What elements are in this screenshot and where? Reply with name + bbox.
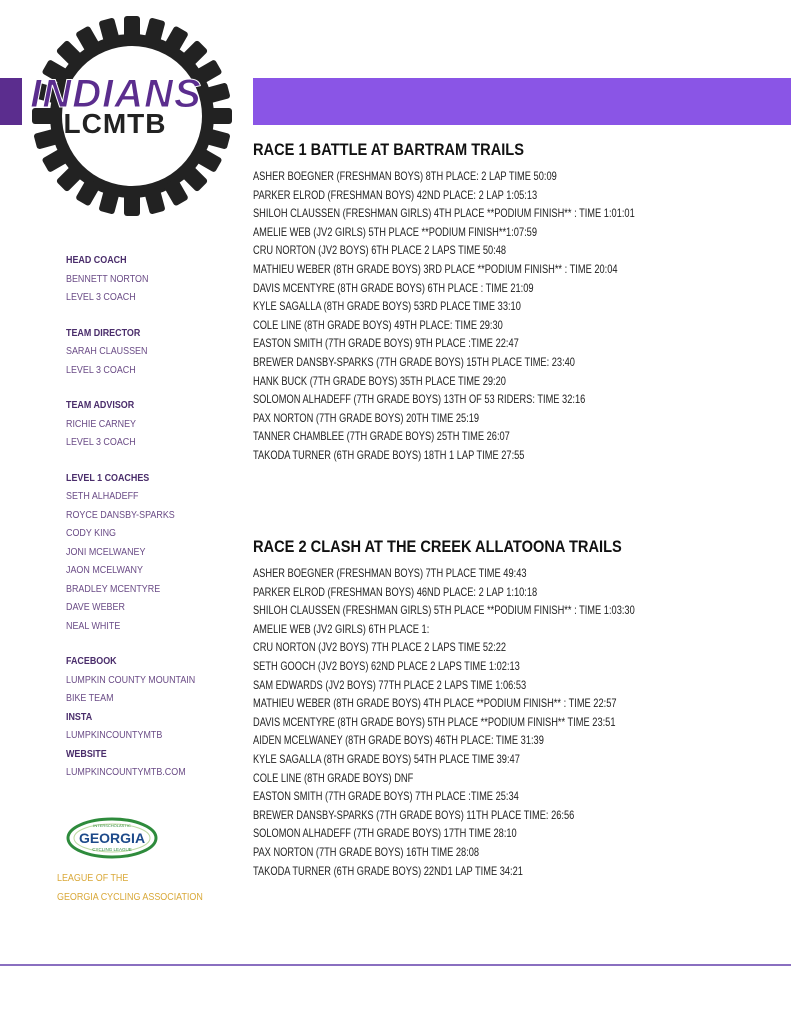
social-block <box>66 653 246 783</box>
result-row: SHILOH CLAUSSEN (FRESHMAN GIRLS) 4TH PLACE **PODIUM FINISH** : TIME 1:01:01 <box>253 207 635 221</box>
sidebar-line: BENNETT NORTON <box>66 273 149 285</box>
sidebar-line: SETH ALHADEFF <box>66 491 139 502</box>
website-link[interactable]: LUMPKINCOUNTYMTB.COM <box>66 767 186 778</box>
sidebar-heading: TEAM DIRECTOR <box>66 327 141 339</box>
result-row: TAKODA TURNER (6TH GRADE BOYS) 18TH 1 LAP TIME 27:55 <box>253 448 525 462</box>
result-row: BREWER DANSBY-SPARKS (7TH GRADE BOYS) 11TH PLACE TIME: 26:56 <box>253 808 575 822</box>
result-row: COLE LINE (8TH GRADE BOYS) 49TH PLACE: TIME 29:30 <box>253 318 503 332</box>
sprocket-tooth <box>124 16 140 40</box>
result-row: CRU NORTON (JV2 BOYS) 6TH PLACE 2 LAPS TIME 50:48 <box>253 244 507 258</box>
result-row: SHILOH CLAUSSEN (FRESHMAN GIRLS) 5TH PLACE **PODIUM FINISH** : TIME 1:03:30 <box>253 604 635 618</box>
result-row: CRU NORTON (JV2 BOYS) 7TH PLACE 2 LAPS TIME 52:22 <box>253 641 507 655</box>
result-row: EASTON SMITH (7TH GRADE BOYS) 9TH PLACE :TIME 22:47 <box>253 337 519 351</box>
league-line: LEAGUE OF THE <box>57 873 129 884</box>
result-row: SETH GOOCH (JV2 BOYS) 62ND PLACE 2 LAPS TIME 1:02:13 <box>253 659 520 673</box>
league-line: GEORGIA CYCLING ASSOCIATION <box>57 892 203 903</box>
sidebar <box>66 252 246 783</box>
ga-logo-bottom: CYCLING LEAGUE <box>92 847 132 852</box>
sidebar-heading: HEAD COACH <box>66 255 127 266</box>
result-row: COLE LINE (8TH GRADE BOYS) DNF <box>253 771 414 785</box>
sidebar-line: SARAH CLAUSSEN <box>66 346 148 357</box>
facebook-link[interactable]: LUMPKIN COUNTY MOUNTAIN <box>66 674 196 686</box>
ga-logo-name: GEORGIA <box>78 830 146 846</box>
insta-link[interactable]: LUMPKINCOUNTYMTB <box>66 730 163 741</box>
result-row: SOLOMON ALHADEFF (7TH GRADE BOYS) 13TH OF 53 RIDERS: TIME 32:16 <box>253 393 586 407</box>
header-accent-bar <box>0 78 22 125</box>
header-band <box>253 78 791 125</box>
result-row: AIDEN MCELWANEY (8TH GRADE BOYS) 46TH PLACE: TIME 31:39 <box>253 734 544 748</box>
sidebar-line: LEVEL 3 COACH <box>66 437 136 448</box>
logo-subtitle: LCMTB <box>63 108 167 139</box>
footer-divider <box>0 964 791 966</box>
result-row: TANNER CHAMBLEE (7TH GRADE BOYS) 25TH TIME 26:07 <box>253 430 510 444</box>
race-2-title: RACE 2 CLASH AT THE CREEK ALLATOONA TRAILS <box>253 537 622 556</box>
facebook-link[interactable]: BIKE TEAM <box>66 693 114 704</box>
result-row: DAVIS MCENTYRE (8TH GRADE BOYS) 5TH PLACE **PODIUM FINISH** TIME 23:51 <box>253 715 616 729</box>
sidebar-line: JAON MCELWANY <box>66 565 143 576</box>
sidebar-heading: LEVEL 1 COACHES <box>66 472 150 484</box>
result-row: PARKER ELROD (FRESHMAN BOYS) 46ND PLACE: 2 LAP 1:10:18 <box>253 585 538 599</box>
georgia-cycling-logo <box>66 817 158 859</box>
result-row: PAX NORTON (7TH GRADE BOYS) 20TH TIME 25:19 <box>253 411 480 425</box>
ga-logo-top: INTERSCHOLASTIC <box>93 823 131 828</box>
sidebar-line: LEVEL 3 COACH <box>66 364 136 376</box>
result-row: EASTON SMITH (7TH GRADE BOYS) 7TH PLACE :TIME 25:34 <box>253 790 519 804</box>
sidebar-line: BRADLEY MCENTYRE <box>66 583 161 595</box>
result-row: PAX NORTON (7TH GRADE BOYS) 16TH TIME 28:08 <box>253 845 480 859</box>
result-row: MATHIEU WEBER (8TH GRADE BOYS) 3RD PLACE **PODIUM FINISH** : TIME 20:04 <box>253 262 618 276</box>
logo-title: INDIANS <box>30 72 202 116</box>
result-row: MATHIEU WEBER (8TH GRADE BOYS) 4TH PLACE **PODIUM FINISH** : TIME 22:57 <box>253 697 617 711</box>
sidebar-line: NEAL WHITE <box>66 620 121 632</box>
sidebar-line: DAVE WEBER <box>66 602 125 613</box>
result-row: SOLOMON ALHADEFF (7TH GRADE BOYS) 17TH TIME 28:10 <box>253 827 517 841</box>
result-row: KYLE SAGALLA (8TH GRADE BOYS) 54TH PLACE TIME 39:47 <box>253 752 520 766</box>
insta-label: INSTA <box>66 711 93 723</box>
result-row: BREWER DANSBY-SPARKS (7TH GRADE BOYS) 15TH PLACE TIME: 23:40 <box>253 355 575 369</box>
result-row: AMELIE WEB (JV2 GIRLS) 6TH PLACE 1: <box>253 622 430 636</box>
sprocket-tooth <box>124 192 140 216</box>
facebook-label: FACEBOOK <box>66 656 117 667</box>
race-2-results <box>253 565 783 881</box>
sprocket-tooth <box>208 108 232 124</box>
result-row: ASHER BOEGNER (FRESHMAN BOYS) 8TH PLACE: 2 LAP TIME 50:09 <box>253 170 557 183</box>
sidebar-line: ROYCE DANSBY-SPARKS <box>66 509 175 521</box>
sidebar-line: RICHIE CARNEY <box>66 418 137 430</box>
result-row: SAM EDWARDS (JV2 BOYS) 77TH PLACE 2 LAPS TIME 1:06:53 <box>253 678 527 692</box>
website-label: WEBSITE <box>66 748 107 760</box>
result-row: AMELIE WEB (JV2 GIRLS) 5TH PLACE **PODIUM FINISH**1:07:59 <box>253 225 538 239</box>
result-row: KYLE SAGALLA (8TH GRADE BOYS) 53RD PLACE TIME 33:10 <box>253 300 521 314</box>
head-coach-block <box>66 252 246 308</box>
result-row: DAVIS MCENTYRE (8TH GRADE BOYS) 6TH PLACE : TIME 21:09 <box>253 281 534 295</box>
result-row: PARKER ELROD (FRESHMAN BOYS) 42ND PLACE: 2 LAP 1:05:13 <box>253 188 538 202</box>
sidebar-line: LEVEL 3 COACH <box>66 292 136 303</box>
race-1-title: RACE 1 BATTLE AT BARTRAM TRAILS <box>253 140 524 159</box>
team-director-block <box>66 325 246 381</box>
level-1-coaches-block <box>66 470 246 637</box>
result-row: HANK BUCK (7TH GRADE BOYS) 35TH PLACE TIME 29:20 <box>253 374 506 388</box>
league-text <box>57 869 203 907</box>
race-1-results <box>253 168 783 466</box>
result-row: TAKODA TURNER (6TH GRADE BOYS) 22ND1 LAP TIME 34:21 <box>253 864 523 878</box>
team-advisor-block <box>66 397 246 453</box>
result-row: ASHER BOEGNER (FRESHMAN BOYS) 7TH PLACE TIME 49:43 <box>253 567 527 580</box>
sidebar-line: JONI MCELWANEY <box>66 546 146 558</box>
sidebar-heading: TEAM ADVISOR <box>66 400 135 411</box>
sidebar-line: CODY KING <box>66 528 116 539</box>
